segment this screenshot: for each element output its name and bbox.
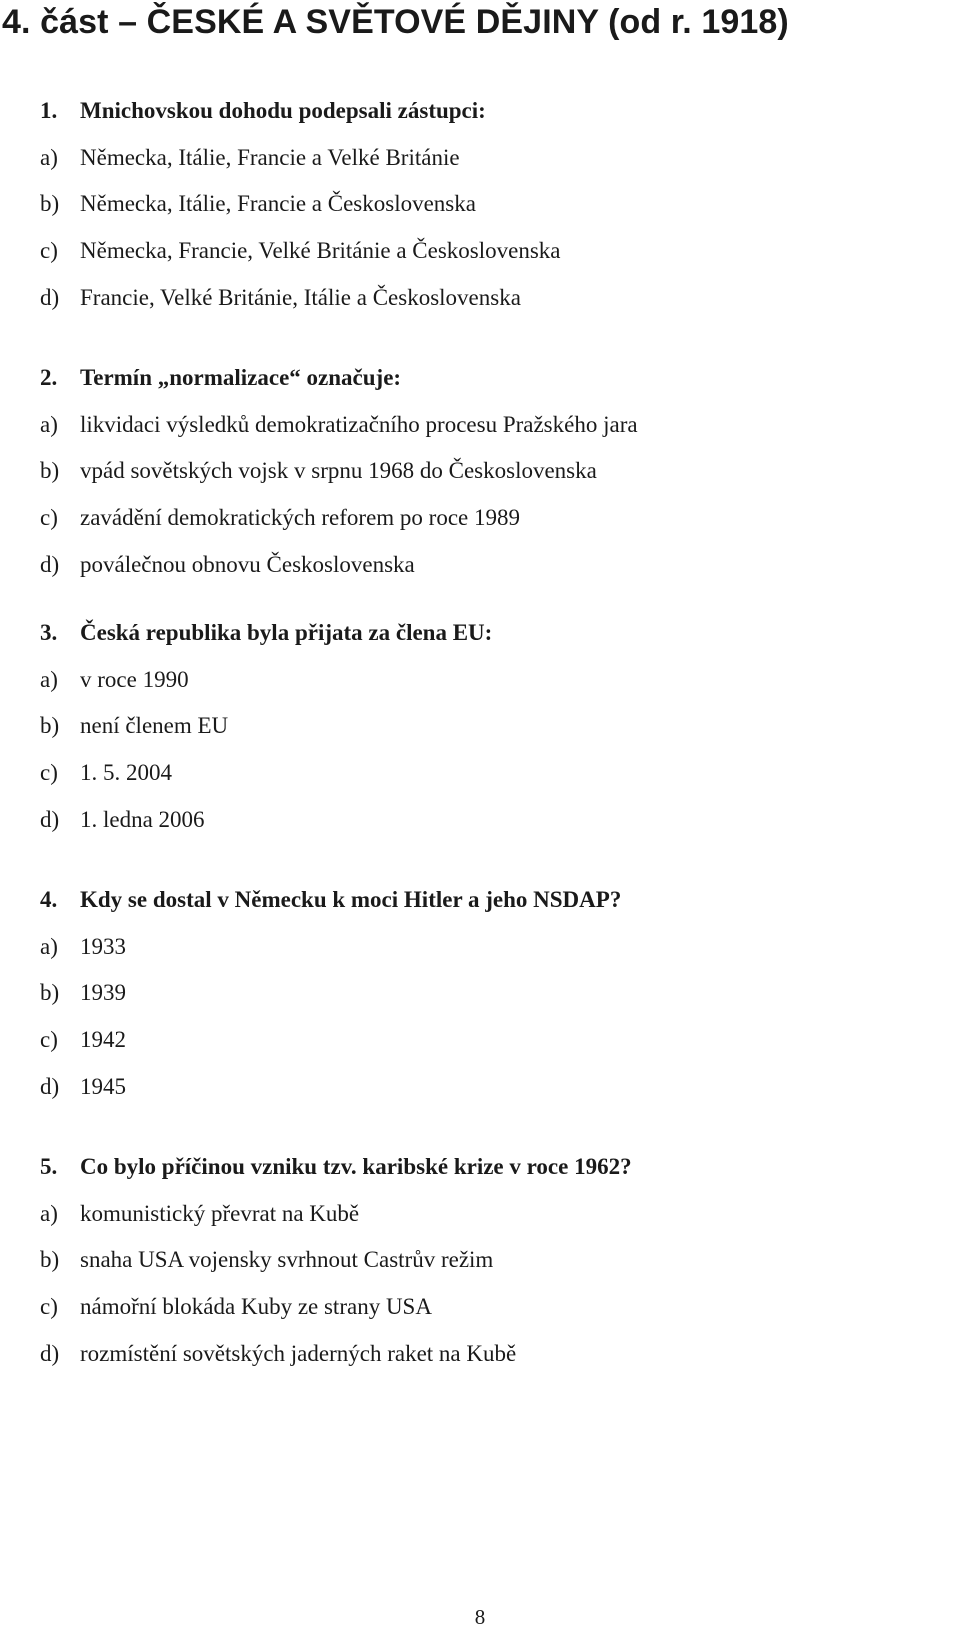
option-a [40, 924, 940, 971]
question-5 [40, 1144, 940, 1377]
option-d [40, 541, 940, 588]
option-d [40, 1330, 940, 1377]
question-number: 2. [40, 365, 58, 391]
option-c [40, 495, 940, 542]
question-number: 4. [40, 887, 58, 913]
question-text: Co bylo příčinou vzniku tzv. karibské krize v roce 1962? [80, 1154, 632, 1180]
option-text: 1933 [80, 933, 126, 959]
option-letter: c) [40, 760, 58, 786]
option-letter: d) [40, 1340, 60, 1366]
option-text: Německa, Francie, Velké Británie a Československa [80, 238, 561, 264]
question-text: Česká republika byla přijata za člena EU: [80, 620, 493, 646]
option-text: vpád sovětských vojsk v srpnu 1968 do Československa [80, 458, 597, 484]
option-text: námořní blokáda Kuby ze strany USA [80, 1293, 432, 1319]
option-letter: d) [40, 551, 60, 577]
option-text: Německa, Itálie, Francie a Československa [80, 191, 476, 217]
option-letter: c) [40, 1026, 58, 1052]
option-text: rozmístění sovětských jaderných raket na Kubě [80, 1340, 517, 1366]
option-b [40, 1237, 940, 1284]
option-c [40, 1017, 940, 1064]
option-text: 1945 [80, 1073, 126, 1099]
question-1 [40, 88, 940, 321]
option-b [40, 703, 940, 750]
question-spacer [40, 843, 940, 877]
option-letter: a) [40, 144, 58, 170]
option-text: Německa, Itálie, Francie a Velké Británie [80, 144, 460, 170]
option-text: není členem EU [80, 713, 229, 739]
option-letter: b) [40, 980, 60, 1006]
option-a [40, 135, 940, 182]
option-letter: c) [40, 505, 58, 531]
option-a [40, 657, 940, 704]
option-text: 1. 5. 2004 [80, 760, 172, 786]
option-text: likvidaci výsledků demokratizačního procesu Pražského jara [80, 411, 638, 437]
option-text: poválečnou obnovu Československa [80, 551, 415, 577]
question-3 [40, 610, 940, 843]
quiz [40, 88, 940, 1377]
option-text: snaha USA vojensky svrhnout Castrův režim [80, 1247, 494, 1273]
option-b [40, 448, 940, 495]
option-letter: a) [40, 666, 58, 692]
question-number: 1. [40, 98, 58, 124]
option-letter: c) [40, 1293, 58, 1319]
question-4 [40, 877, 940, 1110]
question-text: Termín „normalizace“ označuje: [80, 365, 402, 391]
option-text: Francie, Velké Británie, Itálie a Československa [80, 284, 521, 310]
option-letter: a) [40, 1200, 58, 1226]
question-number: 3. [40, 620, 58, 646]
question-spacer [40, 321, 940, 355]
option-letter: b) [40, 191, 60, 217]
option-d [40, 796, 940, 843]
option-letter: d) [40, 1073, 60, 1099]
question-2 [40, 355, 940, 588]
question-number: 5. [40, 1154, 58, 1180]
page-heading: 4. část – ČESKÉ A SVĚTOVÉ DĚJINY (od r. 1918) [2, 3, 789, 41]
question-spacer [40, 588, 940, 610]
option-letter: d) [40, 806, 60, 832]
option-text: 1939 [80, 980, 126, 1006]
option-c [40, 750, 940, 797]
option-letter: a) [40, 411, 58, 437]
option-b [40, 970, 940, 1017]
option-letter: b) [40, 1247, 60, 1273]
question-4-prompt [40, 877, 940, 924]
question-3-prompt [40, 610, 940, 657]
option-d [40, 1063, 940, 1110]
option-letter: b) [40, 713, 60, 739]
option-letter: c) [40, 238, 58, 264]
option-text: 1. ledna 2006 [80, 806, 205, 832]
option-text: zavádění demokratických reforem po roce 1989 [80, 505, 520, 531]
option-a [40, 1190, 940, 1237]
option-c [40, 228, 940, 275]
option-letter: a) [40, 933, 58, 959]
question-spacer [40, 1110, 940, 1144]
option-c [40, 1284, 940, 1331]
question-2-prompt [40, 355, 940, 402]
question-text: Mnichovskou dohodu podepsali zástupci: [80, 98, 486, 124]
option-text: v roce 1990 [80, 666, 189, 692]
option-text: komunistický převrat na Kubě [80, 1200, 360, 1226]
question-1-prompt [40, 88, 940, 135]
option-letter: b) [40, 458, 60, 484]
question-text: Kdy se dostal v Německu k moci Hitler a jeho NSDAP? [80, 887, 622, 913]
option-d [40, 274, 940, 321]
option-text: 1942 [80, 1026, 126, 1052]
option-a [40, 402, 940, 449]
question-5-prompt [40, 1144, 940, 1191]
page-number: 8 [474, 1605, 486, 1629]
option-letter: d) [40, 284, 60, 310]
option-b [40, 181, 940, 228]
